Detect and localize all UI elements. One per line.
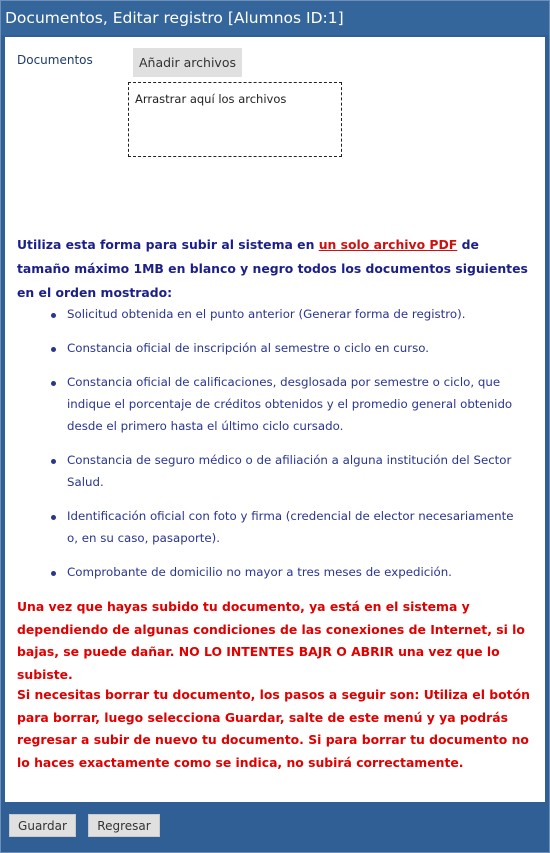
file-dropzone[interactable] [128,82,342,157]
bullet-icon [51,313,56,318]
form-footer [1,802,549,852]
bullet-icon [51,571,56,576]
single-pdf-link[interactable]: un solo archivo PDF [318,237,458,252]
save-button[interactable]: Guardar [9,814,76,837]
document-item-text: Solicitud obtenida en el punto anterior (Generar forma de registro). [67,307,466,321]
upload-warning: Una vez que hayas subido tu documento, ya está en el sistema y dependiendo de algunas condiciones de las conexiones de Internet, si lo bajas, se puede dañar. NO LO INTENTES BAJR O ABRIR una vez que lo subiste. [17,599,525,682]
documents-field-label: Documentos [17,53,93,67]
bullet-icon [51,347,56,352]
back-button[interactable]: Regresar [88,814,160,837]
document-item-text: Constancia de seguro médico o de afiliación a alguna institución del Sector Salud. [67,453,512,489]
add-files-button[interactable]: Añadir archivos [133,48,242,77]
document-item-text: Identificación oficial con foto y firma (credencial de elector necesariamente o, en su caso, pasaporte). [67,509,514,545]
bullet-icon [51,381,56,386]
list-item [37,303,527,325]
list-item [37,449,527,493]
list-item [37,371,527,437]
delete-instructions-warning: Si necesitas borrar tu documento, los pasos a seguir son: Utiliza el botón para borrar, luego selecciona Guardar, salte de este menú y ya podrás regresar a subir de nuevo tu documento. Si para borrar tu documento no lo haces exactamente como se indica, no subirá correctamente. [17,687,530,770]
document-item-text: Constancia oficial de inscripción al semestre o ciclo en curso. [67,341,429,355]
list-item [37,505,527,549]
list-item [37,561,527,583]
instructions-intro [17,233,533,305]
document-item-text: Constancia oficial de calificaciones, desglosada por semestre o ciclo, que indique el porcentaje de créditos obtenidos y el promedio general obtenido desde el primero hasta el último ciclo cursado. [67,375,513,433]
window-title: Documentos, Editar registro [Alumnos ID:1] [1,1,549,35]
bullet-icon [51,515,56,520]
dropzone-text: Arrastrar aquí los archivos [135,92,287,106]
required-documents-list [37,303,527,595]
document-item-text: Comprobante de domicilio no mayor a tres meses de expedición. [67,565,452,579]
intro-text-before: Utiliza esta forma para subir al sistema en [17,237,319,252]
list-item [37,337,527,359]
form-content [5,37,545,802]
intro-text-after: de tamaño máximo 1MB en blanco y negro todos los documentos siguientes en el orden mostrado: [17,237,528,300]
bullet-icon [51,459,56,464]
